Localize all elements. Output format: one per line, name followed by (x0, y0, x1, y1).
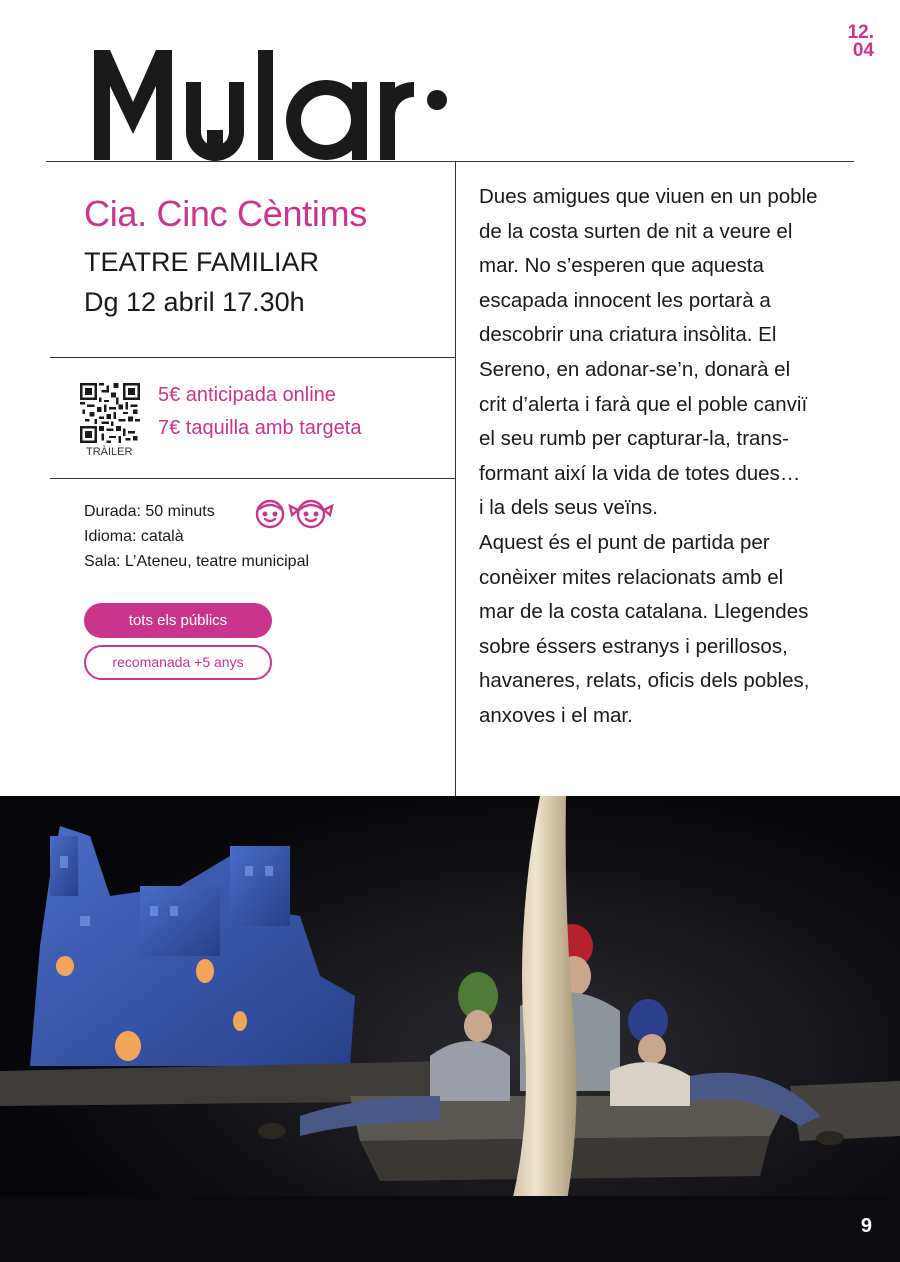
date-day: 12. (847, 22, 874, 43)
header-divider (46, 161, 854, 162)
description-line: de la costa surten de nit a veure el (479, 219, 793, 243)
section-divider (50, 478, 455, 479)
show-description (479, 180, 859, 734)
description-line: crit d’alerta i farà que el poble canviï (479, 392, 808, 416)
description-line: Aquest és el punt de partida per (479, 530, 770, 554)
venue-text: Sala: L’Ateneu, teatre municipal (84, 553, 310, 570)
audience-tag: tots els públics (84, 603, 272, 638)
description-line: havaneres, relats, oficis dels pobles, (479, 669, 810, 693)
qr-code-icon[interactable] (80, 383, 140, 443)
description-line: conèixer mites relacionats amb el (479, 565, 784, 589)
show-title-logo (90, 42, 460, 164)
page-number: 9 (860, 1215, 872, 1237)
language-text: Idioma: català (84, 528, 184, 545)
stage-scene-illustration (0, 796, 900, 1262)
description-line: el seu rumb per capturar-la, trans- (479, 427, 789, 451)
date-stamp (848, 24, 874, 60)
description-line: Dues amigues que viuen en un poble (479, 185, 818, 208)
description-line: formant així la vida de totes dues… (479, 461, 801, 485)
show-datetime: Dg 12 abril 17.30h (84, 287, 305, 317)
description-line: descobrir una criatura insòlita. El (479, 323, 777, 347)
show-genre: TEATRE FAMILIAR (84, 247, 320, 277)
description-line: mar de la costa catalana. Llegendes (479, 600, 809, 624)
description-line: anxoves i el mar. (479, 703, 633, 727)
recommended-age-tag: recomanada +5 anys (84, 645, 272, 680)
description-line: mar. No s’esperen que aquesta (479, 254, 764, 278)
duration-text: Durada: 50 minuts (84, 503, 215, 520)
stage-photo (0, 796, 900, 1262)
section-divider (50, 357, 455, 358)
two-children-faces-icon (253, 498, 339, 530)
description-line: sobre éssers estranys i perillosos, (479, 634, 788, 658)
column-divider (455, 161, 456, 796)
date-month: 04 (852, 40, 874, 61)
description-line: Sereno, en adonar-se’n, donarà el (479, 357, 791, 381)
price-online: 5€ anticipada online (158, 384, 336, 406)
trailer-label: TRÀILER (86, 446, 133, 458)
description-line: i la dels seus veïns. (479, 496, 658, 520)
company-name: Cia. Cinc Cèntims (84, 193, 367, 234)
price-box-office: 7€ taquilla amb targeta (158, 417, 362, 439)
description-line: escapada innocent les portarà a (479, 288, 771, 312)
